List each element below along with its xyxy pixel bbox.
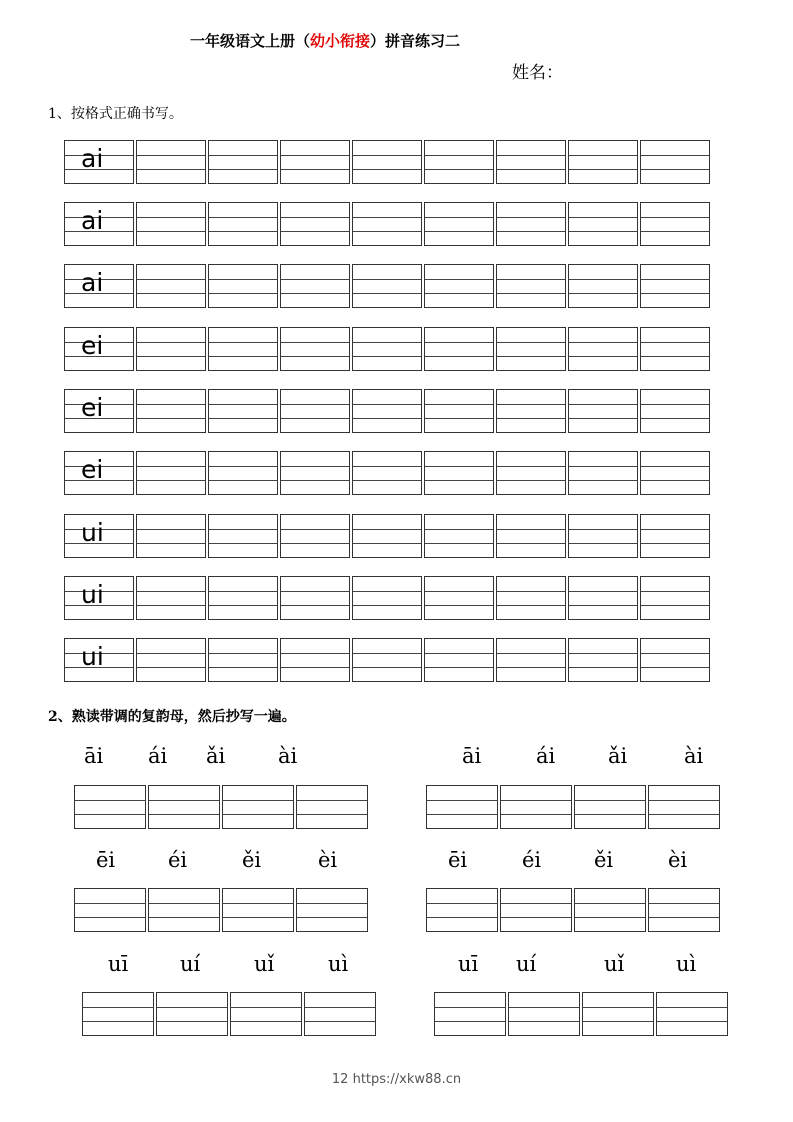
example-pinyin: ui [81, 518, 104, 547]
writing-cell[interactable] [352, 140, 422, 184]
example-pinyin: ei [81, 455, 104, 484]
writing-cell[interactable] [496, 576, 566, 620]
example-pinyin: ui [81, 642, 104, 671]
writing-row [64, 389, 710, 433]
writing-cell[interactable] [424, 202, 494, 246]
example-cell [64, 140, 134, 184]
tone-label: uī [458, 952, 479, 976]
writing-cell[interactable] [280, 202, 350, 246]
example-cell [64, 451, 134, 495]
writing-cell[interactable] [208, 638, 278, 682]
writing-row [64, 576, 710, 620]
writing-cell[interactable] [352, 264, 422, 308]
tone-label: āi [84, 744, 104, 768]
writing-cell[interactable] [568, 576, 638, 620]
title-highlight: 幼小衔接 [310, 32, 371, 50]
writing-cell[interactable] [640, 514, 710, 558]
question-1: 1、按格式正确书写。 [48, 106, 183, 122]
writing-cell[interactable] [496, 140, 566, 184]
writing-cell[interactable] [352, 451, 422, 495]
example-cell [64, 202, 134, 246]
writing-row [64, 202, 710, 246]
example-pinyin: ui [81, 580, 104, 609]
writing-cell[interactable] [280, 576, 350, 620]
tone-row-ei-right [448, 848, 732, 872]
writing-cell[interactable] [208, 264, 278, 308]
writing-cell[interactable] [136, 327, 206, 371]
example-cell [64, 576, 134, 620]
writing-cell[interactable] [424, 451, 494, 495]
tone-label: uí [180, 952, 201, 976]
tone-label: ái [536, 744, 556, 768]
writing-row [64, 514, 710, 558]
writing-cell[interactable] [568, 140, 638, 184]
writing-cell[interactable] [568, 202, 638, 246]
writing-cell[interactable] [424, 140, 494, 184]
tone-row-ei-left [96, 848, 382, 872]
page-footer: 12 https://xkw88.cn [331, 1072, 462, 1087]
writing-cell[interactable] [352, 389, 422, 433]
writing-cell[interactable] [136, 451, 206, 495]
writing-cell[interactable] [208, 327, 278, 371]
tone-label: ái [148, 744, 168, 768]
writing-cell[interactable] [424, 327, 494, 371]
writing-cell[interactable] [568, 638, 638, 682]
tone-row-ai-right [462, 744, 748, 768]
writing-cell[interactable] [640, 202, 710, 246]
writing-cell[interactable] [568, 264, 638, 308]
writing-cell[interactable] [568, 389, 638, 433]
copy-grid[interactable] [74, 785, 368, 829]
writing-cell[interactable] [640, 638, 710, 682]
writing-cell[interactable] [136, 140, 206, 184]
writing-cell[interactable] [640, 327, 710, 371]
example-pinyin: ai [81, 144, 104, 173]
question-2: 2、熟读带调的复韵母，然后抄写一遍。 [48, 709, 296, 725]
example-cell [64, 327, 134, 371]
writing-cell[interactable] [280, 327, 350, 371]
name-label: 姓名： [512, 63, 563, 83]
copy-grid[interactable] [82, 992, 376, 1036]
writing-cell[interactable] [208, 514, 278, 558]
writing-cell[interactable] [208, 576, 278, 620]
writing-cell[interactable] [208, 451, 278, 495]
tone-label: uì [328, 952, 349, 976]
writing-cell[interactable] [496, 327, 566, 371]
writing-row [64, 451, 710, 495]
tone-row-ai-left [84, 744, 342, 768]
writing-cell[interactable] [424, 638, 494, 682]
tone-label: éi [168, 848, 188, 872]
tone-label: èi [668, 848, 688, 872]
writing-cell[interactable] [640, 389, 710, 433]
writing-cell[interactable] [496, 514, 566, 558]
writing-cell[interactable] [424, 514, 494, 558]
example-pinyin: ai [81, 206, 104, 235]
tone-label: āi [462, 744, 482, 768]
example-cell [64, 514, 134, 558]
writing-cell[interactable] [496, 202, 566, 246]
tone-label: ǎi [206, 744, 226, 768]
writing-row [64, 327, 710, 371]
writing-row [64, 140, 710, 184]
writing-cell[interactable] [280, 451, 350, 495]
tone-label: uī [108, 952, 129, 976]
tone-label: ēi [448, 848, 468, 872]
example-pinyin: ai [81, 268, 104, 297]
writing-cell[interactable] [136, 202, 206, 246]
copy-grid[interactable] [74, 888, 368, 932]
tone-row-ui-left [108, 952, 392, 976]
writing-cell[interactable] [568, 327, 638, 371]
writing-cell[interactable] [352, 202, 422, 246]
writing-cell[interactable] [136, 389, 206, 433]
writing-cell[interactable] [496, 638, 566, 682]
writing-cell[interactable] [280, 389, 350, 433]
writing-cell[interactable] [280, 638, 350, 682]
writing-row [64, 264, 710, 308]
tone-label: éi [522, 848, 542, 872]
example-cell [64, 264, 134, 308]
example-cell [64, 389, 134, 433]
example-pinyin: ei [81, 393, 104, 422]
writing-cell[interactable] [424, 264, 494, 308]
writing-cell[interactable] [136, 264, 206, 308]
tone-label: ǎi [608, 744, 628, 768]
writing-cell[interactable] [352, 638, 422, 682]
writing-cell[interactable] [136, 638, 206, 682]
tone-label: ēi [96, 848, 116, 872]
tone-label: èi [318, 848, 338, 872]
writing-cell[interactable] [568, 451, 638, 495]
writing-cell[interactable] [352, 327, 422, 371]
writing-cell[interactable] [136, 514, 206, 558]
writing-cell[interactable] [640, 451, 710, 495]
tone-label: uǐ [604, 952, 625, 976]
writing-cell[interactable] [208, 140, 278, 184]
tone-row-ui-right [458, 952, 740, 976]
writing-cell[interactable] [208, 202, 278, 246]
writing-cell[interactable] [640, 576, 710, 620]
writing-cell[interactable] [496, 264, 566, 308]
writing-row [64, 638, 710, 682]
writing-cell[interactable] [424, 576, 494, 620]
writing-cell[interactable] [568, 514, 638, 558]
page-title: 一年级语文上册（幼小衔接）拼音练习二 [190, 32, 461, 50]
tone-label: ěi [594, 848, 614, 872]
writing-cell[interactable] [640, 264, 710, 308]
writing-cell[interactable] [640, 140, 710, 184]
tone-label: ěi [242, 848, 262, 872]
writing-cell[interactable] [352, 514, 422, 558]
writing-cell[interactable] [352, 576, 422, 620]
writing-cell[interactable] [280, 264, 350, 308]
copy-grid[interactable] [426, 888, 720, 932]
writing-cell[interactable] [280, 140, 350, 184]
writing-cell[interactable] [496, 451, 566, 495]
copy-grid[interactable] [426, 785, 720, 829]
example-cell [64, 638, 134, 682]
tone-label: uí [516, 952, 537, 976]
writing-cell[interactable] [280, 514, 350, 558]
tone-label: ài [278, 744, 298, 768]
example-pinyin: ei [81, 331, 104, 360]
writing-cell[interactable] [208, 389, 278, 433]
writing-cell[interactable] [424, 389, 494, 433]
tone-label: ài [684, 744, 704, 768]
copy-grid[interactable] [434, 992, 728, 1036]
tone-label: uì [676, 952, 697, 976]
writing-cell[interactable] [496, 389, 566, 433]
writing-cell[interactable] [136, 576, 206, 620]
tone-label: uǐ [254, 952, 275, 976]
